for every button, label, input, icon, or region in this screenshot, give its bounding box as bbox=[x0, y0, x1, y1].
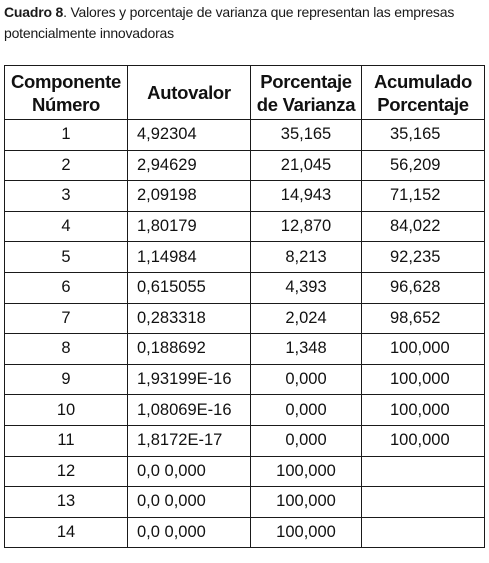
table-row bbox=[5, 364, 485, 395]
cell-acumulado: 100,000 bbox=[362, 364, 485, 395]
cell-autovalor: 1,93199E-16 bbox=[128, 364, 251, 395]
cell-porcentaje: 12,870 bbox=[251, 211, 362, 242]
table-row bbox=[5, 303, 485, 334]
variance-table bbox=[4, 65, 485, 548]
header-line: Porcentaje bbox=[377, 93, 469, 115]
table-row bbox=[5, 150, 485, 181]
cell-autovalor: 0,615055 bbox=[128, 272, 251, 303]
cell-autovalor: 1,08069E-16 bbox=[128, 395, 251, 426]
header-line: de Varianza bbox=[256, 93, 356, 115]
cell-autovalor: 0,0 0,000 bbox=[128, 487, 251, 518]
cell-porcentaje: 100,000 bbox=[251, 517, 362, 548]
table-row bbox=[5, 272, 485, 303]
cell-componente: 13 bbox=[5, 487, 128, 518]
cell-porcentaje: 1,348 bbox=[251, 334, 362, 365]
cell-porcentaje: 14,943 bbox=[251, 181, 362, 212]
cell-autovalor: 0,188692 bbox=[128, 334, 251, 365]
cell-componente: 3 bbox=[5, 181, 128, 212]
table-row bbox=[5, 425, 485, 456]
caption-label: Cuadro 8 bbox=[4, 4, 64, 20]
header-line: Acumulado bbox=[373, 70, 473, 92]
cell-componente: 11 bbox=[5, 425, 128, 456]
cell-autovalor: 0,283318 bbox=[128, 303, 251, 334]
cell-autovalor: 4,92304 bbox=[128, 120, 251, 151]
cell-acumulado bbox=[362, 487, 485, 518]
cell-componente: 6 bbox=[5, 272, 128, 303]
cell-porcentaje: 8,213 bbox=[251, 242, 362, 273]
header-line: Número bbox=[31, 93, 101, 115]
cell-acumulado: 100,000 bbox=[362, 395, 485, 426]
cell-porcentaje: 21,045 bbox=[251, 150, 362, 181]
cell-porcentaje: 100,000 bbox=[251, 487, 362, 518]
cell-componente: 9 bbox=[5, 364, 128, 395]
cell-acumulado: 35,165 bbox=[362, 120, 485, 151]
header-line: Autovalor bbox=[147, 82, 231, 103]
table-row bbox=[5, 517, 485, 548]
cell-componente: 1 bbox=[5, 120, 128, 151]
cell-autovalor: 2,09198 bbox=[128, 181, 251, 212]
cell-autovalor: 1,8172E-17 bbox=[128, 425, 251, 456]
header-row bbox=[5, 66, 485, 120]
table-row bbox=[5, 456, 485, 487]
header-autovalor bbox=[128, 66, 251, 120]
cell-acumulado bbox=[362, 456, 485, 487]
header-line: Porcentaje bbox=[260, 70, 352, 92]
cell-porcentaje: 2,024 bbox=[251, 303, 362, 334]
cell-acumulado: 98,652 bbox=[362, 303, 485, 334]
cell-componente: 12 bbox=[5, 456, 128, 487]
cell-componente: 7 bbox=[5, 303, 128, 334]
cell-componente: 5 bbox=[5, 242, 128, 273]
cell-acumulado: 56,209 bbox=[362, 150, 485, 181]
header-acumulado-porcentaje bbox=[362, 66, 485, 120]
cell-porcentaje: 0,000 bbox=[251, 364, 362, 395]
cell-porcentaje: 4,393 bbox=[251, 272, 362, 303]
cell-porcentaje: 35,165 bbox=[251, 120, 362, 151]
table-row bbox=[5, 395, 485, 426]
cell-acumulado: 100,000 bbox=[362, 334, 485, 365]
cell-acumulado: 71,152 bbox=[362, 181, 485, 212]
cell-componente: 4 bbox=[5, 211, 128, 242]
cell-acumulado: 84,022 bbox=[362, 211, 485, 242]
cell-acumulado: 96,628 bbox=[362, 272, 485, 303]
table-row bbox=[5, 242, 485, 273]
table-row bbox=[5, 120, 485, 151]
cell-autovalor: 1,14984 bbox=[128, 242, 251, 273]
table-row bbox=[5, 487, 485, 518]
cell-porcentaje: 0,000 bbox=[251, 395, 362, 426]
table-caption bbox=[4, 2, 486, 44]
cell-autovalor: 0,0 0,000 bbox=[128, 456, 251, 487]
header-line: Componente bbox=[10, 70, 122, 92]
cell-componente: 2 bbox=[5, 150, 128, 181]
cell-acumulado: 100,000 bbox=[362, 425, 485, 456]
cell-acumulado: 92,235 bbox=[362, 242, 485, 273]
header-componente-numero bbox=[5, 66, 128, 120]
table-row bbox=[5, 181, 485, 212]
header-porcentaje-varianza bbox=[251, 66, 362, 120]
cell-autovalor: 1,80179 bbox=[128, 211, 251, 242]
table-row bbox=[5, 211, 485, 242]
cell-acumulado bbox=[362, 517, 485, 548]
cell-porcentaje: 100,000 bbox=[251, 456, 362, 487]
cell-componente: 8 bbox=[5, 334, 128, 365]
cell-autovalor: 0,0 0,000 bbox=[128, 517, 251, 548]
cell-porcentaje: 0,000 bbox=[251, 425, 362, 456]
table-row bbox=[5, 334, 485, 365]
cell-autovalor: 2,94629 bbox=[128, 150, 251, 181]
cell-componente: 10 bbox=[5, 395, 128, 426]
caption-text: . Valores y porcentaje de varianza que representan las empresas potencialmente innovadoras bbox=[4, 4, 455, 41]
cell-componente: 14 bbox=[5, 517, 128, 548]
